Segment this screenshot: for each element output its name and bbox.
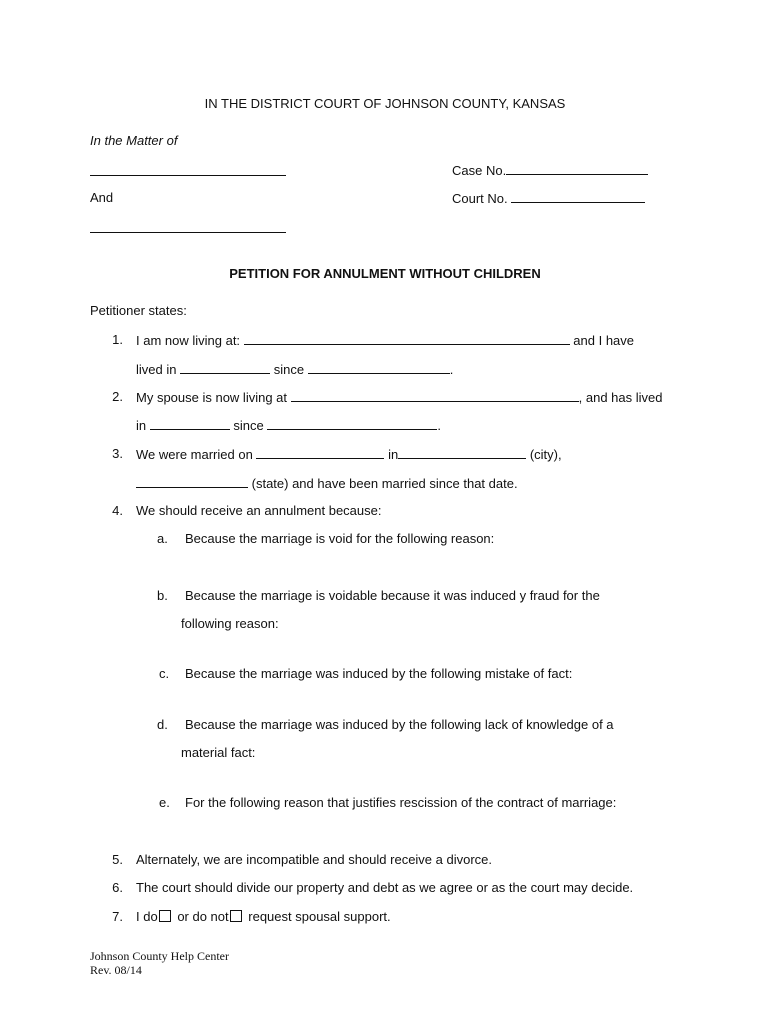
party-two-blank[interactable] [90, 232, 286, 233]
court-no-blank[interactable] [511, 190, 645, 203]
marriage-date-blank[interactable] [256, 446, 384, 459]
do-not-checkbox[interactable] [230, 910, 242, 922]
item-3-text-a: We were married on [136, 447, 253, 462]
sub-c-letter: c. [159, 666, 170, 681]
spouse-since-blank[interactable] [267, 417, 437, 430]
item-5-number: 5. [112, 852, 123, 867]
sub-e-text: For the following reason that justifies rescission of the contract of marriage: [185, 795, 617, 810]
matter-label: In the Matter of [90, 133, 178, 148]
item-2-text-a: My spouse is now living at [136, 390, 288, 405]
item-2-text-e: . [437, 418, 441, 433]
court-no-label: Court No. [452, 191, 508, 206]
item-3-line-2 [136, 475, 518, 492]
item-2-text-c: in [136, 418, 147, 433]
sub-a-text: Because the marriage is void for the following reason: [185, 531, 495, 546]
court-title: IN THE DISTRICT COURT OF JOHNSON COUNTY, KANSAS [204, 96, 566, 111]
petition-title: PETITION FOR ANNULMENT WITHOUT CHILDREN [229, 266, 541, 281]
item-5-text: Alternately, we are incompatible and should receive a divorce. [136, 852, 493, 867]
item-2-text-d: since [233, 418, 264, 433]
item-2-text-b: , and has lived [578, 390, 663, 405]
marriage-state-blank[interactable] [136, 475, 248, 488]
lived-since-blank[interactable] [308, 361, 450, 374]
current-address-blank[interactable] [244, 332, 570, 345]
case-no-field [452, 162, 648, 179]
spouse-address-blank[interactable] [291, 389, 579, 402]
item-7-text-a: I do [136, 909, 158, 924]
sub-d-letter: d. [157, 717, 168, 732]
item-3-text-b: in [388, 447, 399, 462]
sub-a-letter: a. [157, 531, 168, 546]
item-1-text-d: since [273, 362, 305, 377]
item-2-line-2 [136, 417, 441, 434]
sub-e-letter: e. [159, 795, 170, 810]
sub-d-text: Because the marriage was induced by the following lack of knowledge of a [185, 717, 614, 732]
marriage-city-blank[interactable] [398, 446, 526, 459]
item-1-line-2 [136, 361, 453, 378]
item-6-number: 6. [112, 880, 123, 895]
item-4-text: We should receive an annulment because: [136, 503, 382, 518]
and-label: And [90, 190, 114, 205]
party-one-blank[interactable] [90, 175, 286, 176]
item-2-line-1 [136, 389, 662, 406]
item-1-text-c: lived in [136, 362, 177, 377]
sub-c-text: Because the marriage was induced by the following mistake of fact: [185, 666, 573, 681]
item-1-line-1 [136, 332, 634, 349]
sub-b-letter: b. [157, 588, 168, 603]
item-7-text-b: or do not [177, 909, 229, 924]
item-1-number: 1. [112, 332, 123, 347]
item-1-text-e: . [449, 362, 454, 377]
court-no-field [452, 190, 645, 207]
spouse-lived-in-blank[interactable] [150, 417, 230, 430]
item-4-number: 4. [112, 503, 123, 518]
footer-revision: Rev. 08/14 [90, 963, 142, 977]
item-3-text-d: (state) and have been married since that date. [251, 476, 518, 491]
sub-b-text-2: following reason: [181, 616, 279, 631]
item-3-number: 3. [112, 446, 123, 461]
item-3-line-1 [136, 446, 562, 463]
footer-help-center: Johnson County Help Center [90, 949, 229, 963]
item-6-text: The court should divide our property and debt as we agree or as the court may decide. [136, 880, 634, 895]
item-7-line [136, 909, 391, 925]
do-checkbox[interactable] [159, 910, 171, 922]
item-3-text-c: (city), [529, 447, 562, 462]
case-no-label: Case No. [452, 163, 507, 178]
sub-d-text-2: material fact: [181, 745, 256, 760]
item-7-text-c: request spousal support. [248, 909, 391, 924]
item-7-number: 7. [112, 909, 123, 924]
petitioner-states: Petitioner states: [90, 303, 187, 318]
case-no-blank[interactable] [506, 162, 648, 175]
item-1-text-a: I am now living at: [136, 333, 241, 348]
lived-in-blank[interactable] [180, 361, 270, 374]
sub-b-text: Because the marriage is voidable because it was induced y fraud for the [185, 588, 600, 603]
item-2-number: 2. [112, 389, 123, 404]
item-1-text-b: and I have [573, 333, 635, 348]
